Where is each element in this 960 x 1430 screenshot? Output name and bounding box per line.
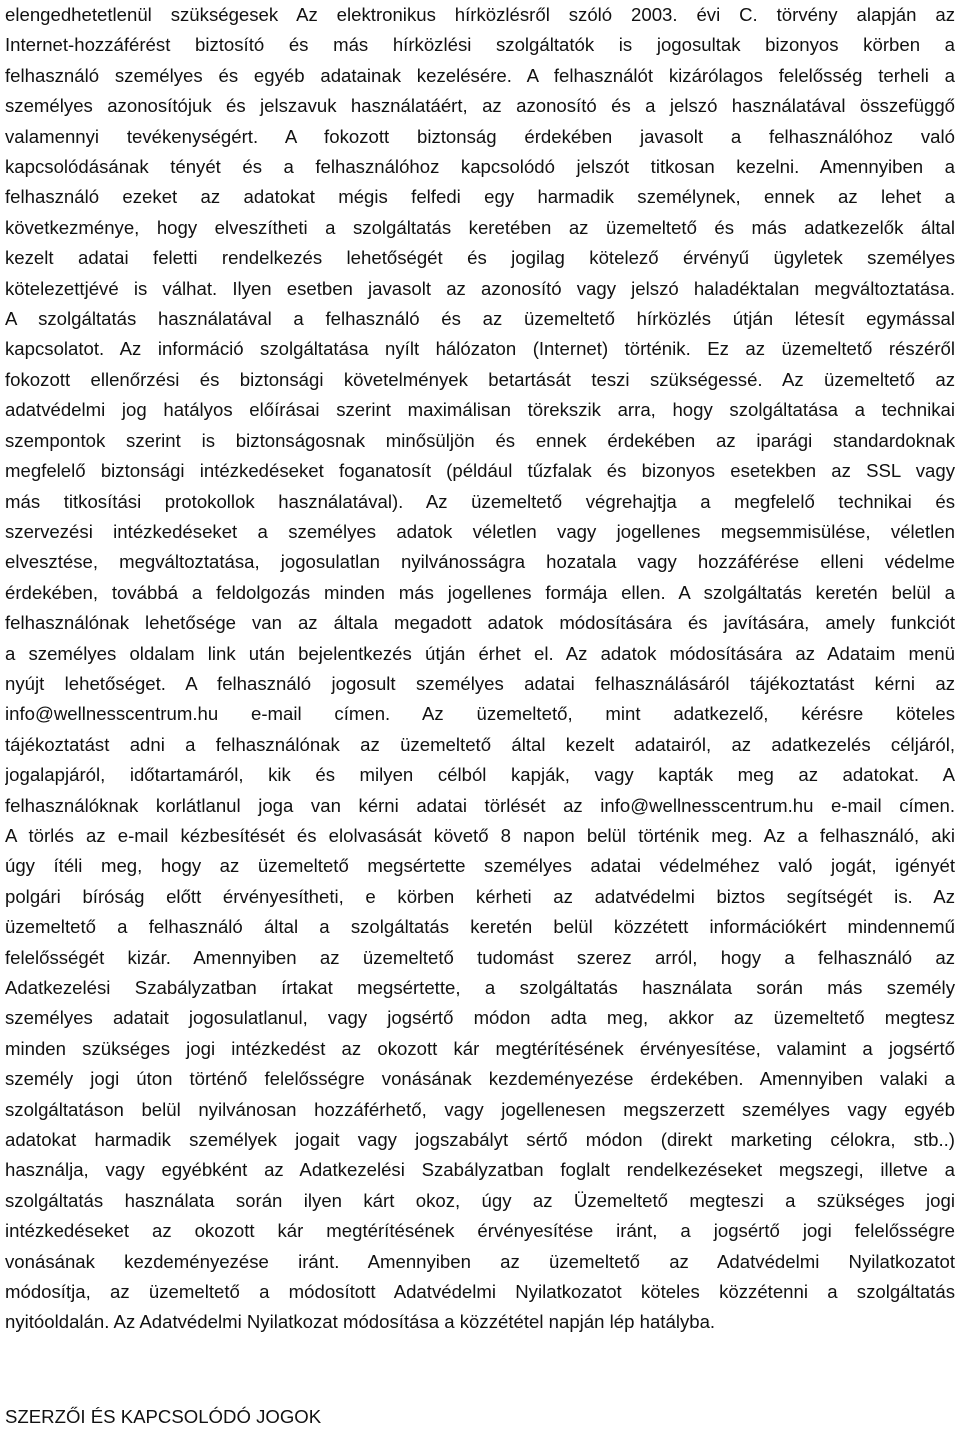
text-line: adatokat harmadik személyek jogait vagy jogszabályt sértő módon (direkt marketing célokra, stb..) [5, 1129, 955, 1151]
section-heading: SZERZŐI ÉS KAPCSOLÓDÓ JOGOK [5, 1406, 322, 1427]
text-line: adatvédelmi jog hatályos előírásai szerint maximálisan törekszik arra, hogy szolgáltatása a technikai [5, 399, 955, 421]
text-line: kapcsolódásának tényét és a felhasználóhoz kapcsolódó jelszót titkosan kezelni. Amennyiben a [5, 156, 955, 178]
text-line: felhasználó személyes és egyéb adatainak kezelésére. A felhasználót kizárólagos felelősség terheli a [5, 64, 955, 86]
text-line: fokozott ellenőrzési és biztonsági követelmények betartását teszi szükségessé. Az üzemeltető az [5, 368, 955, 390]
text-line: kezelt adatai feletti rendelkezés lehetőségét és jogilag kötelező érvényű ügyletek személyes [5, 247, 955, 269]
text-line: használja, vagy egyébként az Adatkezelési Szabályzatban foglalt rendelkezéseket megszegi, illetve a [5, 1159, 955, 1181]
text-line: személyes azonosítójuk és jelszavuk használatáért, az azonosító és a jelszó használatával összefüggő [5, 95, 955, 117]
text-line: valamennyi tevékenységért. A fokozott biztonság érdekében javasolt a felhasználóhoz való [5, 125, 955, 147]
text-line: tájékoztatást adni a felhasználónak az üzemeltető által kezelt adatairól, az adatkezelés céljáról, [5, 733, 955, 755]
text-line: minden szükséges jogi intézkedést az okozott kár megtérítésének érvényesítése, valamint a jogsértő [5, 1037, 955, 1059]
text-line: úgy ítéli meg, hogy az üzemeltető megsértette személyes adatai védelméhez való jogát, igényét [5, 855, 955, 877]
text-line: felhasználóknak korlátlanul joga van kérni adatai törlését az info@wellnesscentrum.hu e-mail címen. [5, 794, 955, 816]
text-line: szolgáltatás használata során ilyen kárt okoz, úgy az Üzemeltető megteszi a szükséges jogi [5, 1189, 955, 1211]
text-line: üzemeltető a felhasználó által a szolgáltatás keretén belül közzétett információkért mindennemű [5, 916, 955, 938]
text-line: személy jogi úton történő felelősségre vonásának kezdeményezése érdekében. Amennyiben valaki a [5, 1068, 955, 1090]
text-line: kapcsolatot. Az információ szolgáltatása nyílt hálózaton (Internet) történik. Ez az üzemeltető részéről [5, 338, 955, 360]
text-line: felhasználó ezeket az adatokat mégis felfedi egy harmadik személynek, ennek az lehet a [5, 186, 955, 208]
text-line: szervezési intézkedéseket a személyes adatok véletlen vagy jogellenes megsemmisülése, véletlen [5, 520, 955, 542]
text-line: más titkosítási protokollok használatával). Az üzemeltető végrehajtja a megfelelő technikai és [5, 490, 955, 512]
text-line: érdekében, továbbá a feldolgozás minden más jogellenes formája ellen. A szolgáltatás keretén belül a [5, 581, 955, 603]
text-line: info@wellnesscentrum.hu e-mail címen. Az üzemeltető, mint adatkezelő, kérésre köteles [5, 703, 955, 725]
text-line: módosítja, az üzemeltető a módosított Adatvédelmi Nyilatkozatot köteles közzétenni a szolgáltatás [5, 1281, 955, 1303]
text-line: nyújt lehetőséget. A felhasználó jogosult személyes adatai felhasználásáról tájékoztatást kérni az [5, 672, 955, 694]
text-line: A törlés az e-mail kézbesítését és elolvasását követő 8 napon belül történik meg. Az a felhasználó, aki [5, 824, 955, 846]
text-line: szolgáltatáson belül nyilvánosan hozzáférhető, vagy jogellenesen megszerzett személyes vagy egyéb [5, 1098, 955, 1120]
text-line: megfelelő biztonsági intézkedéseket foganatosít (például tűzfalak és bizonyos esetekben az SSL vagy [5, 460, 955, 482]
text-line: felelősségét kizár. Amennyiben az üzemeltető tudomást szerez arról, hogy a felhasználó az [5, 946, 955, 968]
text-line: következménye, hogy elveszítheti a szolgáltatás keretében az üzemeltető és más adatkezelők által [5, 216, 955, 238]
text-line: vonásának kezdeményezése iránt. Amennyiben az üzemeltető az Adatvédelmi Nyilatkozatot [5, 1250, 955, 1272]
text-line: nyitóoldalán. Az Adatvédelmi Nyilatkozat módosítása a közzététel napján lép hatályba. [5, 1311, 716, 1333]
text-line: személyes adatait jogosulatlanul, vagy jogsértő módon adta meg, akkor az üzemeltető megtesz [5, 1007, 955, 1029]
text-line: Internet-hozzáférést biztosító és más hírközlési szolgáltatók is jogosultak bizonyos körben a [5, 34, 955, 56]
text-line: felhasználónak lehetősége van az általa megadott adatok módosítására és javítására, amely funkciót [5, 612, 955, 634]
text-line: polgári bíróság előtt érvényesítheti, e körben kérheti az adatvédelmi biztos segítségét is. Az [5, 885, 955, 907]
text-line: elengedhetetlenül szükségesek Az elektronikus hírközlésről szóló 2003. évi C. törvény alapján az [5, 4, 955, 25]
text-line: kötelezettjévé is válhat. Ilyen esetben javasolt az azonosító vagy jelszó haladéktalan megváltoztatása. [5, 277, 955, 299]
text-line: jogalapjáról, időtartamáról, kik és milyen célból kapják, vagy kapták meg az adatokat. A [5, 764, 955, 786]
text-line: szempontok szerint is biztonságosnak minősüljön és ennek érdekében az iparági standardoknak [5, 429, 955, 451]
text-line: A szolgáltatás használatával a felhasználó és az üzemeltető hírközlés útján létesít egymással [5, 308, 955, 330]
body-paragraph [5, 0, 955, 1338]
text-line: Adatkezelési Szabályzatban írtakat megsértette, a szolgáltatás használata során más személy [5, 977, 955, 998]
text-line: a személyes oldalam link után bejelentkezés útján érhet el. Az adatok módosítására az Adataim menü [5, 642, 955, 664]
text-line: intézkedéseket az okozott kár megtérítésének érvényesítése iránt, a jogsértő jogi felelősségre [5, 1220, 955, 1242]
text-line: elvesztése, megváltoztatása, jogosulatlan nyilvánosságra hozatala vagy hozzáférése elleni védelme [5, 551, 955, 573]
